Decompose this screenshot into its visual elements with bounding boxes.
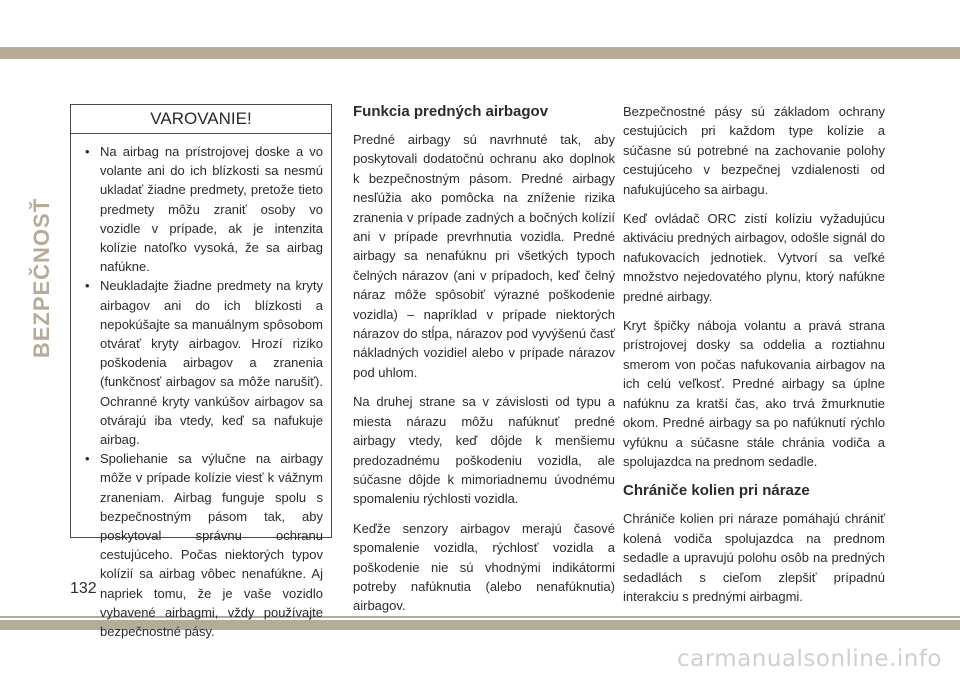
page-number: 132 bbox=[70, 580, 97, 597]
heading-knee-bolsters: Chrániče kolien pri náraze bbox=[623, 482, 810, 500]
column-seatbelts bbox=[623, 102, 885, 616]
paragraph: Na druhej strane sa v závislosti od typu a miesta nárazu môžu nafúknuť predné airbagy vtedy, keď dôjde k menšiemu predozadnému poškodeniu vozidla, ale súčasne dôjde k mimoriadnemu úvodnému spomaleniu rýchlosti vozidla. bbox=[353, 394, 615, 507]
warning-item: • Spoliehanie sa výlučne na airbagy môže v prípade kolízie viesť k vážnym zraneniam. Airbag funguje spolu s bezpečnostným pásom tak, aby poskytoval správnu ochranu cestujúceho. Počas niektorých typov kolízií sa airbag vôbec nenafúkne. Aj napriek tomu, že je vaše vozidlo vybavené airbagmi, vždy používajte bezpečnostné pásy. bbox=[83, 449, 323, 641]
paragraph: Keď ovládač ORC zistí kolíziu vyžadujúcu aktiváciu predných airbagov, odošle signál do nafukovacích jednotiek. Vytvorí sa veľké množstvo nejedovatého plynu, ktorý nafúkne predné airbagy. bbox=[623, 211, 885, 304]
warning-title: VAROVANIE! bbox=[71, 105, 331, 134]
top-band bbox=[0, 47, 960, 59]
warning-item: • Neukladajte žiadne predmety na kryty airbagov ani do ich blízkosti a nepokúšajte sa manuálnym spôsobom otvárať kryty airbagov. Hrozí riziko poškodenia airbagov a zranenia (funkčnosť airbagov sa môže narušiť). Ochranné kryty vankúšov airbagov sa otvárajú iba vtedy, keď sa nafukuje airbag. bbox=[83, 276, 323, 449]
section-tab-label: BEZPEČNOSŤ bbox=[29, 197, 54, 359]
column-front-airbags bbox=[353, 102, 615, 626]
paragraph: Keďže senzory airbagov merajú časové spomalenie vozidla, rýchlosť vozidla a poškodenie nie sú vhodnými indikátormi potreby nafúknutia (alebo nenafúknutia) airbagov. bbox=[353, 520, 615, 614]
paragraph: Bezpečnostné pásy sú základom ochrany cestujúcich pri každom type kolízie a súčasne sú potrebné na zachovanie polohy cestujúceho v bezpečnej vzdialenosti od nafukujúceho sa airbagu. bbox=[623, 104, 885, 197]
paragraph: Kryt špičky náboja volantu a pravá strana prístrojovej dosky sa oddelia a roztiahnu smerom von počas nafukovania airbagov na ich celú veľkosť. Predné airbagy sa úplne nafúknu za kratší čas, ako trvá žmurknutie okom. Predné airbagy sa po nafúknutí rýchlo vyfúknu a súčasne stále chránia vodiča a spolujazdca na prednom sedadle. bbox=[623, 318, 885, 469]
watermark: carmanualsonline.info bbox=[676, 646, 942, 672]
section-tab bbox=[22, 197, 62, 359]
paragraph: Chrániče kolien pri náraze pomáhajú chrániť kolená vodiča spolujazdca na prednom sedadle a upravujú polohu osôb na predných sedadlách s cieľom zlepšiť prípadnú interakciu s prednými airbagmi. bbox=[623, 511, 885, 604]
heading-front-airbags: Funkcia predných airbagov bbox=[353, 103, 549, 120]
warning-item: • Na airbag na prístrojovej doske a vo volante ani do ich blízkosti sa nesmú ukladať žiadne predmety, pretože tieto predmety môžu zraniť osoby vo vozidle v prípade, ak je intenzita kolízie natoľko vysoká, že sa airbag nafúkne. bbox=[83, 142, 323, 276]
warning-list bbox=[71, 142, 331, 641]
paragraph: Predné airbagy sú navrhnuté tak, aby poskytovali dodatočnú ochranu ako doplnok k bezpečnostným pásom. Predné airbagy nesľúžia ako pomôcka na zníženie rizika zranenia v prípade zadných a bočných kolízií ani v prípade prevrhnutia vozidla. Predné airbagy sa nenafúknu pri všetkých typoch čelných nárazov (ani v prípadoch, keď čelný náraz môže spôsobiť výrazné poškodenie vozidla) – napríklad v prípade niektorých nárazov do stĺpa, nárazov pod vyvýšenú časť nákladných vozidiel alebo v prípade nárazov pod uhlom. bbox=[353, 132, 615, 380]
